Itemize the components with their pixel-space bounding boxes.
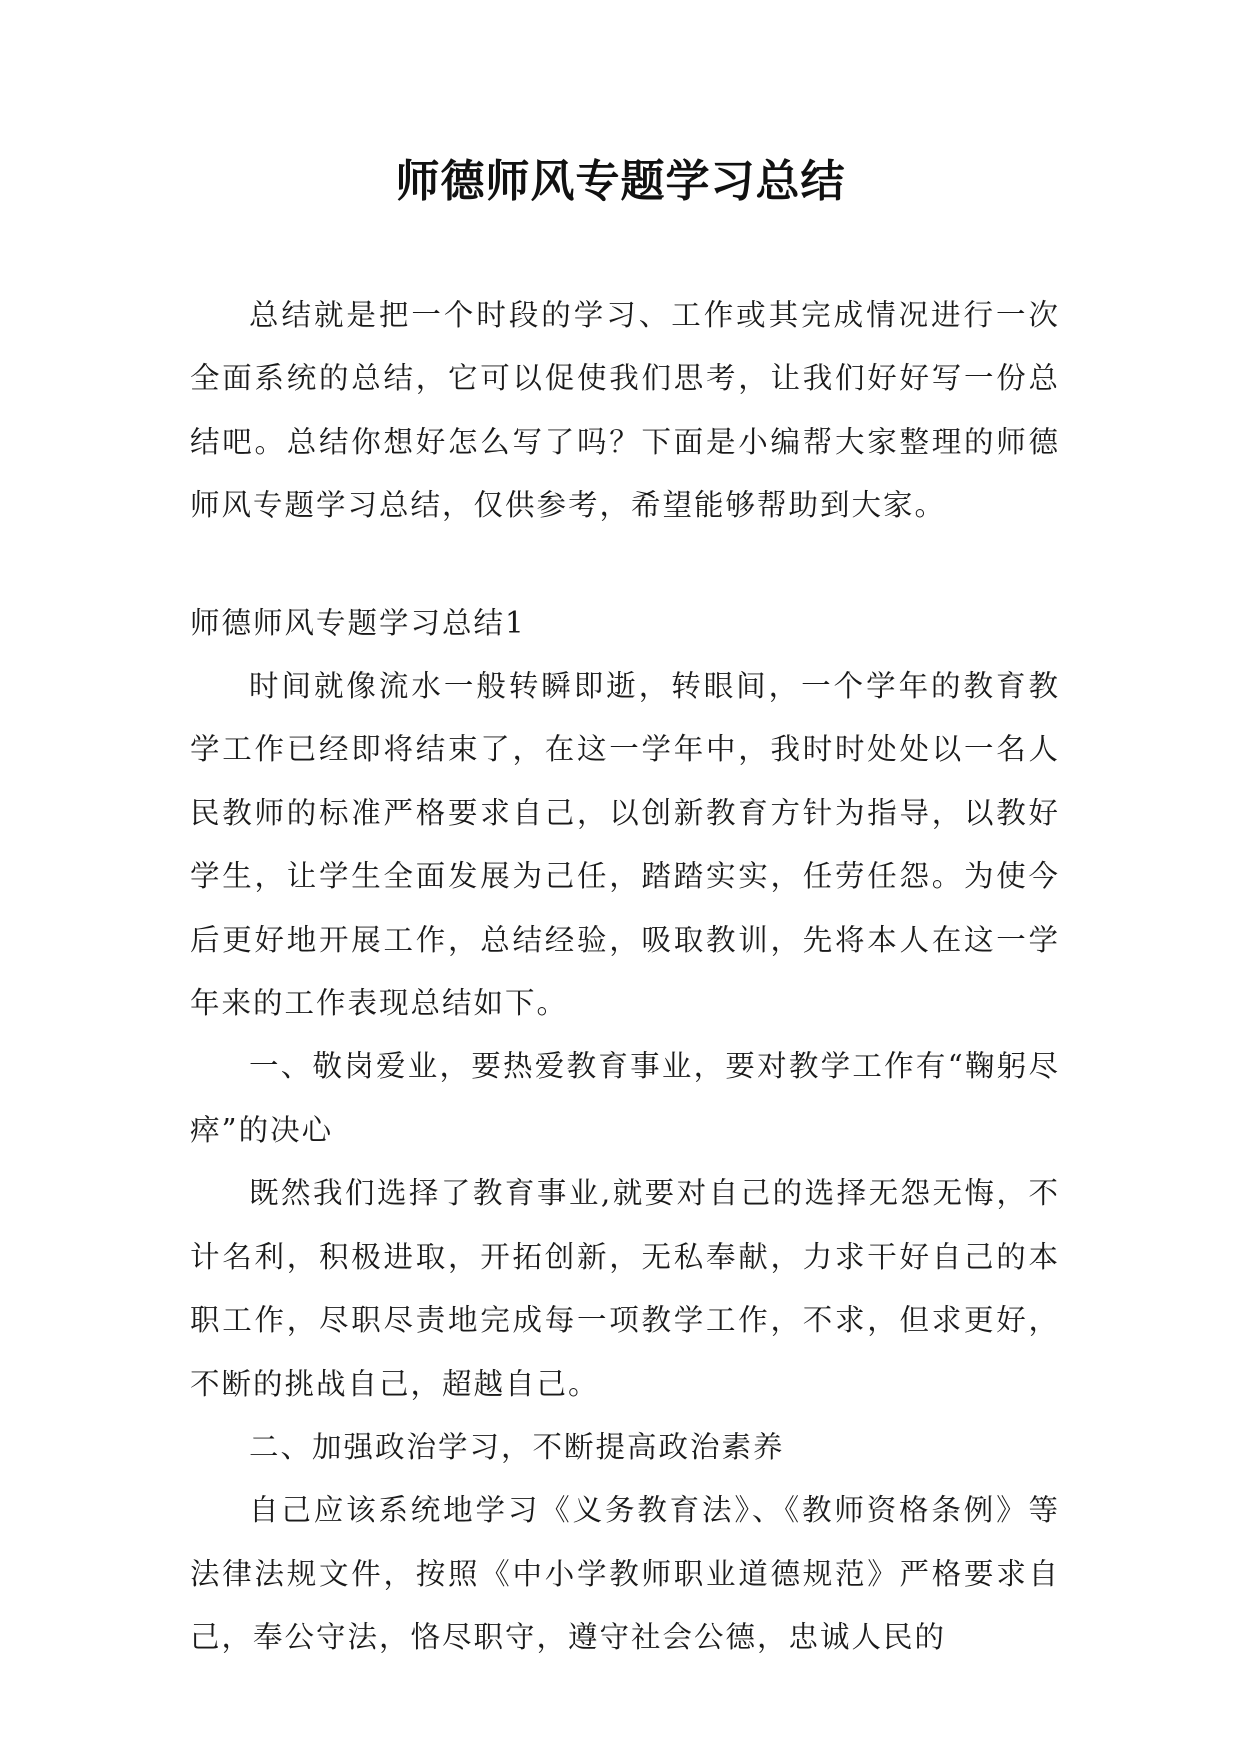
subheading-paragraph: 二、加强政治学习，不断提高政治素养: [249, 1429, 785, 1464]
body-paragraph: 既然我们选择了教育事业,就要对自己的选择无怨无悔，不计名利，积极进取，开拓创新，无私奉献，力求干好自己的本职工作，尽职尽责地完成每一项教学工作，不求，但求更好，不断的挑战自己，超越自己。: [190, 1176, 1060, 1401]
paragraph-gap: [190, 538, 1060, 592]
body-paragraph: 时间就像流水一般转瞬即逝，转眼间，一个学年的教育教学工作已经即将结束了，在这一学年中，我时时处处以一名人民教师的标准严格要求自己，以创新教育方针为指导，以教好学生，让学生全面发展为己任，踏踏实实，任劳任怨。为使今后更好地开展工作，总结经验，吸取教训，先将本人在这一学年来的工作表现总结如下。: [190, 669, 1060, 1021]
body-paragraph: 自己应该系统地学习《义务教育法》、《教师资格条例》等法律法规文件，按照《中小学教师职业道德规范》严格要求自己，奉公守法，恪尽职守，遵守社会公德，忠诚人民的: [190, 1493, 1060, 1655]
section-heading: 师德师风专题学习总结1: [190, 605, 526, 640]
intro-paragraph: 总结就是把一个时段的学习、工作或其完成情况进行一次全面系统的总结，它可以促使我们思考，让我们好好写一份总结吧。总结你想好怎么写了吗？下面是小编帮大家整理的师德师风专题学习总结，仅供参考，希望能够帮助到大家。: [190, 298, 1060, 523]
document-title: 师德师风专题学习总结: [395, 156, 846, 207]
document-body: [190, 284, 1060, 1670]
subheading-paragraph: 一、敬岗爱业，要热爱教育事业，要对教学工作有“鞠躬尽瘁”的决心: [190, 1049, 1060, 1147]
